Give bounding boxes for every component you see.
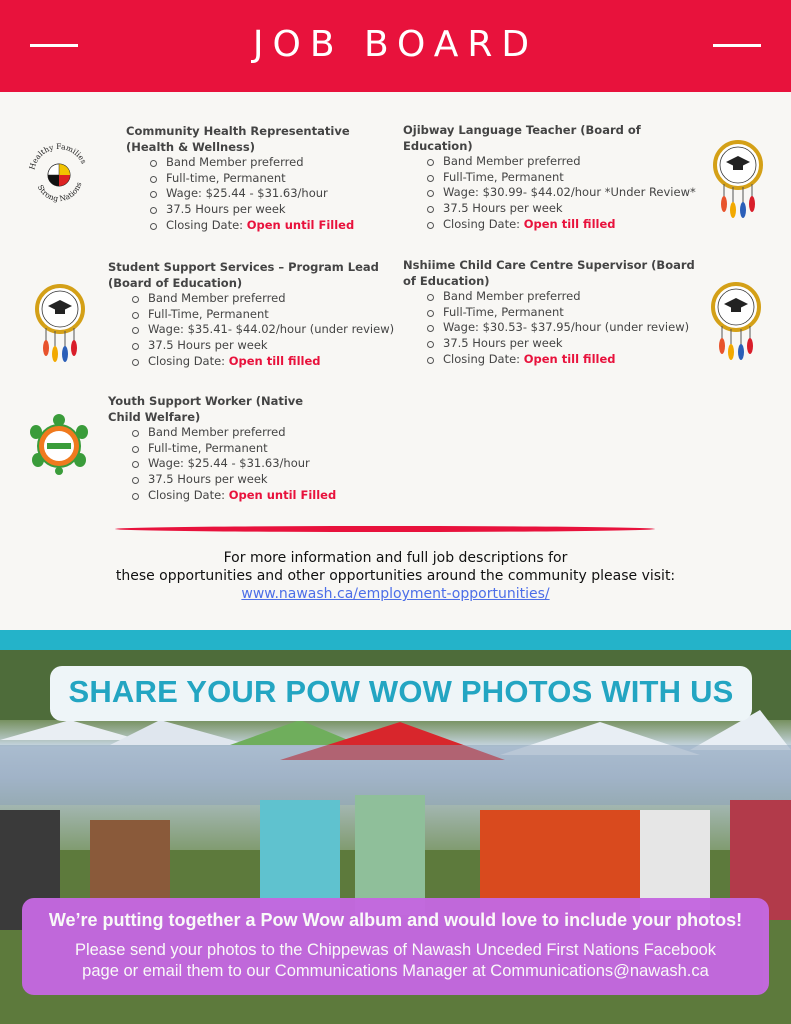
job-title: Ojibway Language Teacher (Board of Education) [403, 123, 641, 153]
info-line-1: For more information and full job descriptions for [223, 550, 568, 566]
list-item: 37.5 Hours per week [130, 338, 403, 354]
share-heading: SHARE YOUR POW WOW PHOTOS WITH US [68, 674, 734, 709]
job-details-list [425, 154, 713, 232]
logo-text-bottom: Strong Nations [35, 181, 84, 204]
list-item [130, 488, 403, 504]
job-details-list [130, 291, 403, 369]
album-instructions [22, 940, 769, 982]
logo-text-top: Healthy Families [28, 141, 89, 171]
education-dreamcatcher-logo [33, 282, 87, 366]
closing-label: Closing Date: [443, 216, 524, 231]
list-item: Band Member preferred [130, 291, 403, 307]
list-item: Wage: $30.53- $37.95/hour (under review) [425, 320, 703, 336]
list-item: Band Member preferred [148, 155, 396, 171]
list-item: Band Member preferred [425, 154, 713, 170]
job-listing [403, 258, 703, 367]
list-item [425, 217, 713, 233]
section-divider [115, 526, 655, 532]
album-headline: We’re putting together a Pow Wow album and would love to include your photos! [48, 910, 743, 930]
teal-band [0, 630, 791, 650]
closing-label: Closing Date: [166, 217, 247, 232]
job-details-list [425, 289, 703, 367]
education-dreamcatcher-logo [709, 280, 763, 364]
employment-link[interactable]: www.nawash.ca/employment-opportunities/ [241, 586, 550, 602]
list-item: Wage: $30.99- $44.02/hour *Under Review* [425, 185, 713, 201]
healthy-families-logo [28, 138, 90, 210]
header-dash-right [713, 44, 761, 47]
page-title: JOB BOARD [252, 24, 539, 65]
closing-value: Open till filled [228, 353, 321, 368]
list-item: Full-time, Permanent [130, 441, 403, 457]
closing-label: Closing Date: [148, 353, 229, 368]
closing-value: Open till filled [523, 351, 616, 366]
job-title: Community Health Representative (Health & Wellness) [126, 124, 350, 154]
album-line-2: Please send your photos to the Chippewas of Nawash Unceded First Nations Facebook [74, 941, 717, 959]
closing-value: Open till filled [523, 216, 616, 231]
job-listing [403, 123, 713, 232]
list-item: Wage: $25.44 - $31.63/hour [148, 186, 396, 202]
list-item: Full-Time, Permanent [425, 170, 713, 186]
education-dreamcatcher-logo [711, 138, 765, 222]
job-title: Youth Support Worker (Native Child Welfare) [108, 394, 304, 424]
list-item: 37.5 Hours per week [130, 472, 403, 488]
list-item: 37.5 Hours per week [148, 202, 396, 218]
list-item [148, 218, 396, 234]
info-line-2: these opportunities and other opportunities around the community please visit: [115, 568, 676, 584]
list-item: Full-Time, Permanent [130, 307, 403, 323]
list-item: Band Member preferred [130, 425, 403, 441]
closing-value: Open until Filled [228, 487, 337, 502]
list-item: Full-time, Permanent [148, 171, 396, 187]
header-banner [0, 0, 791, 92]
turtle-logo [30, 414, 88, 480]
album-callout [22, 898, 769, 995]
list-item: Wage: $25.44 - $31.63/hour [130, 456, 403, 472]
job-title: Student Support Services – Program Lead (Board of Education) [108, 260, 379, 290]
more-info-text [0, 549, 791, 603]
list-item: Wage: $35.41- $44.02/hour (under review) [130, 322, 403, 338]
job-listing [126, 124, 396, 233]
album-line-3: page or email them to our Communications Manager at Communications@nawash.ca [82, 962, 709, 980]
list-item: Band Member preferred [425, 289, 703, 305]
list-item: 37.5 Hours per week [425, 201, 713, 217]
job-details-list [130, 425, 403, 503]
list-item: Full-Time, Permanent [425, 305, 703, 321]
job-title: Nshiime Child Care Centre Supervisor (Board of Education) [403, 258, 695, 288]
list-item [425, 352, 703, 368]
closing-value: Open until Filled [246, 217, 355, 232]
closing-label: Closing Date: [443, 351, 524, 366]
job-listing [108, 260, 403, 369]
list-item [130, 354, 403, 370]
list-item: 37.5 Hours per week [425, 336, 703, 352]
job-details-list [148, 155, 396, 233]
job-listing [108, 394, 403, 503]
closing-label: Closing Date: [148, 487, 229, 502]
